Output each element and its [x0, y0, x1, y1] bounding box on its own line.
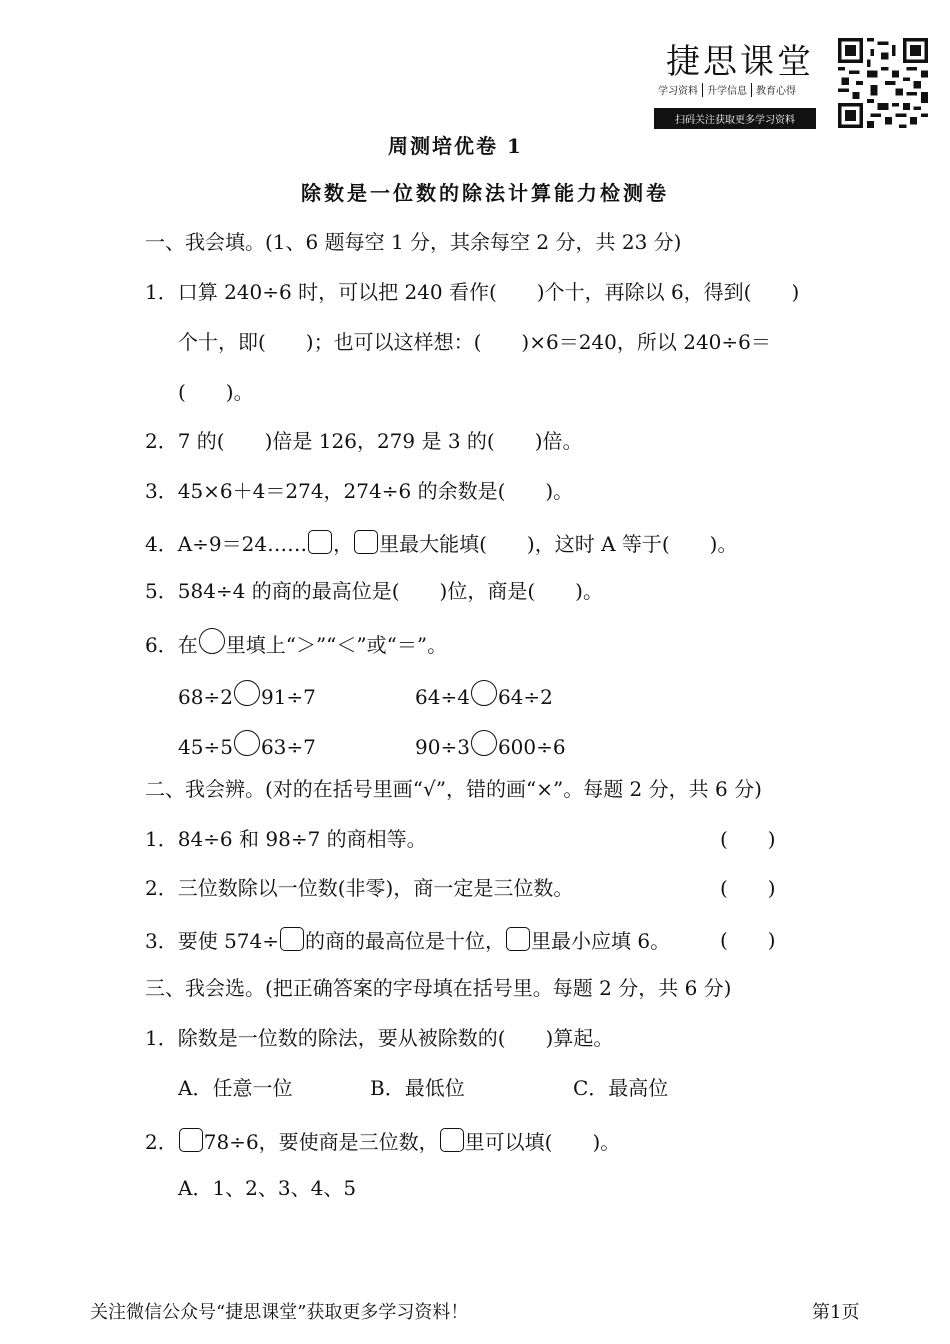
- s3-q1-option-c[interactable]: C．最高位: [573, 1076, 669, 1100]
- judge-bracket[interactable]: ( ): [720, 876, 776, 900]
- s1-q4-text-b: ，: [333, 532, 354, 556]
- brand-tag-education: 教育心得: [756, 86, 796, 97]
- s1-q2: 2．7 的( )倍是 126，279 是 3 的( )倍。: [145, 429, 583, 453]
- s1-q1-line1: 1．口算 240÷6 时，可以把 240 看作( )个十，再除以 6，得到( ): [145, 280, 800, 304]
- brand-tag-study: 学习资料: [658, 86, 698, 97]
- s1-q5: 5．584÷4 的商的最高位是( )位，商是( )。: [145, 579, 603, 603]
- page-subtitle: 除数是一位数的除法计算能力检测卷: [301, 181, 669, 205]
- s3-q2-text-c: 里可以填( )。: [464, 1130, 621, 1154]
- page-title: 周测培优卷 1: [388, 134, 523, 158]
- blank-box[interactable]: [179, 1128, 203, 1152]
- compare-item-4: [415, 730, 566, 760]
- s1-q6-text-b: 里填上“＞”“＜”或“＝”。: [225, 633, 448, 657]
- blank-box[interactable]: [440, 1128, 464, 1152]
- s2-q3-text-c: 里最小应填 6。: [531, 929, 671, 953]
- brand-slogan: 扫码关注获取更多学习资料: [654, 108, 816, 129]
- blank-circle: [199, 628, 225, 654]
- s3-q1: 1．除数是一位数的除法，要从被除数的( )算起。: [145, 1026, 614, 1050]
- s1-q4-text-a: 4．A÷9＝24……: [145, 532, 308, 556]
- judge-bracket[interactable]: ( ): [720, 827, 776, 851]
- s1-q1-line3: ( )。: [178, 380, 254, 404]
- s3-q2-option-a[interactable]: A．1、2、3、4、5: [178, 1176, 357, 1200]
- s1-q6: [145, 628, 447, 658]
- s1-q6-text-a: 6．在: [145, 633, 198, 657]
- footer-note: 关注微信公众号“捷思课堂”获取更多学习资料！: [90, 1302, 469, 1323]
- section1-heading: 一、我会填。(1、6 题每空 1 分，其余每空 2 分，共 23 分): [145, 230, 682, 254]
- s1-q1-line2: 个十，即( )；也可以这样想：( )×6＝240，所以 240÷6＝: [178, 330, 771, 354]
- s2-q1: 1．84÷6 和 98÷7 的商相等。: [145, 827, 427, 851]
- blank-box[interactable]: [308, 530, 332, 554]
- compare-circle[interactable]: [471, 680, 497, 706]
- compare-right: 91÷7: [260, 685, 316, 709]
- blank-box[interactable]: [354, 530, 378, 554]
- judge-bracket[interactable]: ( ): [720, 928, 776, 952]
- blank-box[interactable]: [280, 927, 304, 951]
- brand-tag-admission: 升学信息: [707, 86, 747, 97]
- compare-left: 45÷5: [178, 735, 233, 759]
- page-number: 第1页: [812, 1302, 860, 1323]
- s3-q2-text-b: 78÷6，要使商是三位数，: [203, 1130, 439, 1154]
- s3-q2: [145, 1128, 620, 1155]
- compare-right: 64÷2: [497, 685, 553, 709]
- compare-item-3: [178, 730, 316, 760]
- compare-circle[interactable]: [471, 730, 497, 756]
- s1-q4: [145, 530, 737, 557]
- qr-code-icon: [838, 38, 928, 128]
- s2-q3-text-b: 的商的最高位是十位，: [305, 929, 506, 953]
- s2-q3: [145, 927, 670, 954]
- s3-q1-option-b[interactable]: B．最低位: [370, 1076, 465, 1100]
- compare-circle[interactable]: [234, 680, 260, 706]
- compare-right: 63÷7: [260, 735, 316, 759]
- section3-heading: 三、我会选。(把正确答案的字母填在括号里。每题 2 分，共 6 分): [145, 976, 732, 1000]
- s1-q4-text-c: 里最大能填( )，这时 A 等于( )。: [379, 532, 738, 556]
- s3-q1-option-a[interactable]: A．任意一位: [178, 1076, 293, 1100]
- s1-q3: 3．45×6＋4＝274，274÷6 的余数是( )。: [145, 479, 574, 503]
- compare-item-1: [178, 680, 316, 710]
- s3-q2-text-a: 2．: [145, 1130, 178, 1154]
- compare-left: 64÷4: [415, 685, 470, 709]
- compare-left: 68÷2: [178, 685, 233, 709]
- section2-heading: 二、我会辨。(对的在括号里画“√”，错的画“×”。每题 2 分，共 6 分): [145, 777, 762, 801]
- s2-q3-text-a: 3．要使 574÷: [145, 929, 280, 953]
- brand-tags: [658, 82, 796, 97]
- compare-circle[interactable]: [234, 730, 260, 756]
- s2-q2: 2．三位数除以一位数(非零)，商一定是三位数。: [145, 876, 574, 900]
- compare-right: 600÷6: [497, 735, 566, 759]
- compare-item-2: [415, 680, 553, 710]
- brand-name: 捷思课堂: [666, 42, 814, 82]
- compare-left: 90÷3: [415, 735, 470, 759]
- blank-box[interactable]: [506, 927, 530, 951]
